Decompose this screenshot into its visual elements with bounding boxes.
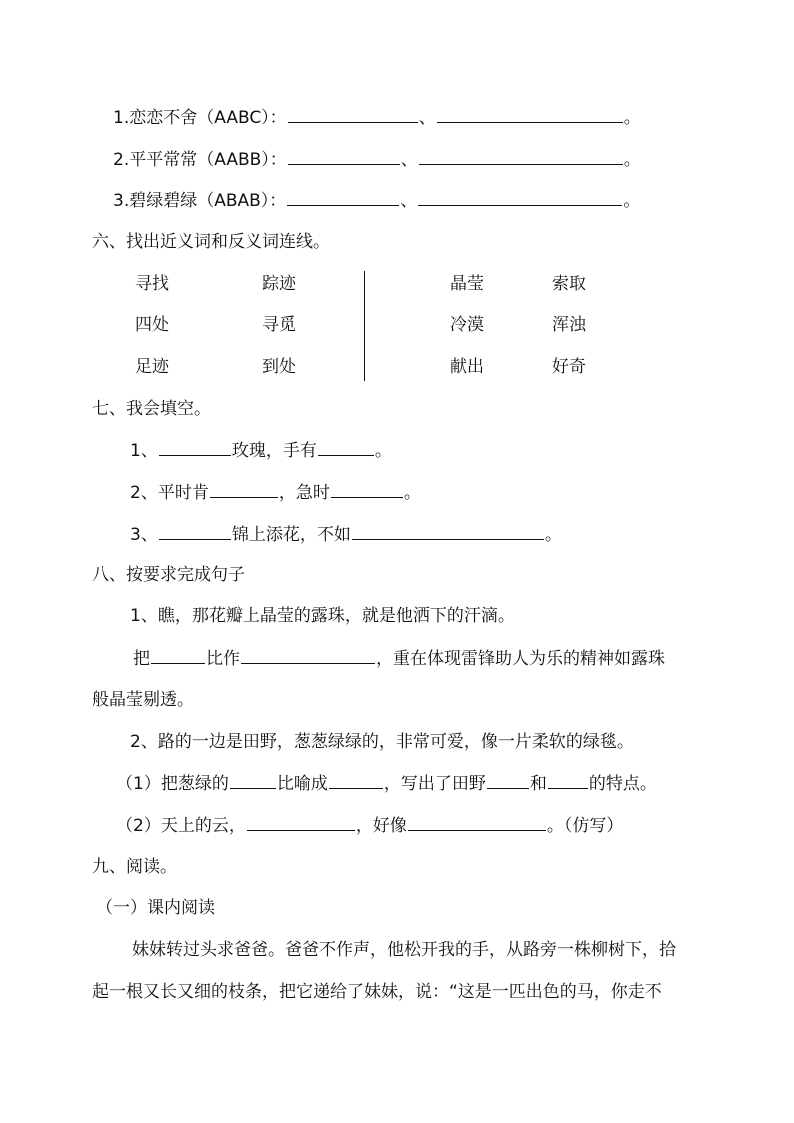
fill-item-1	[130, 437, 392, 463]
period: 。	[544, 525, 562, 545]
item-number: 2、平时肯	[130, 483, 209, 503]
separator: 、	[418, 108, 436, 128]
answer-blank[interactable]	[331, 479, 403, 498]
answer-blank[interactable]	[247, 812, 355, 831]
word: 浑浊	[552, 315, 586, 335]
reading-paragraph-line-1: 妹妹转过头求爸爸。爸爸不作声，他松开我的手，从路旁一株柳树下，拾	[132, 940, 676, 960]
answer-blank[interactable]	[151, 645, 205, 664]
word: 好奇	[552, 357, 586, 377]
item-text: （1）把葱绿的	[116, 774, 229, 794]
answer-blank[interactable]	[159, 521, 231, 540]
item-text: 把	[133, 649, 150, 669]
aabb-item	[113, 146, 641, 172]
aabc-item	[113, 104, 641, 130]
answer-blank[interactable]	[159, 437, 231, 456]
reading-paragraph-line-2: 起一根又长又细的枝条，把它递给了妹妹，说：“这是一匹出色的马，你走不	[92, 982, 662, 1002]
word: 到处	[262, 357, 296, 377]
answer-blank[interactable]	[287, 187, 399, 206]
item-text: 的特点。	[588, 774, 657, 794]
item-text: ，写出了田野	[383, 774, 486, 794]
period: 。	[403, 483, 421, 503]
answer-blank[interactable]	[329, 770, 383, 789]
sentence-1: 1、瞧，那花瓣上晶莹的露珠，就是他洒下的汗滴。	[130, 606, 515, 626]
period: 。	[623, 191, 641, 211]
answer-blank[interactable]	[408, 812, 546, 831]
sentence-2-sub2	[116, 812, 623, 838]
answer-blank[interactable]	[437, 104, 623, 123]
item-text: ，重在体现雷锋助人为乐的精神如露珠	[376, 649, 665, 669]
answer-blank[interactable]	[418, 187, 622, 206]
period: 。	[623, 150, 641, 170]
word: 晶莹	[450, 274, 484, 294]
word: 寻找	[135, 274, 169, 294]
sentence-2-sub1	[116, 770, 657, 796]
answer-blank[interactable]	[288, 104, 418, 123]
answer-blank[interactable]	[230, 770, 276, 789]
word: 踪迹	[262, 274, 296, 294]
abab-item	[113, 187, 640, 213]
item-text: 。（仿写）	[546, 816, 624, 836]
answer-blank[interactable]	[548, 770, 588, 789]
column-divider	[364, 271, 365, 381]
item-text: 比作	[206, 649, 240, 669]
answer-blank[interactable]	[288, 146, 400, 165]
item-number: 1、	[130, 441, 158, 461]
sentence-1-fill	[133, 645, 665, 671]
section7-heading: 七、我会填空。	[92, 399, 211, 419]
answer-blank[interactable]	[419, 146, 623, 165]
item-text: （2）天上的云，	[116, 816, 246, 836]
word: 足迹	[135, 357, 169, 377]
item-text: 比喻成	[276, 774, 328, 794]
answer-blank[interactable]	[352, 521, 544, 540]
answer-blank[interactable]	[487, 770, 529, 789]
item-text: 锦上添花，不如	[231, 525, 351, 545]
word: 四处	[135, 315, 169, 335]
item-label: 2.平平常常（AABB）：	[113, 150, 287, 170]
period: 。	[374, 441, 392, 461]
section6-heading: 六、找出近义词和反义词连线。	[92, 232, 330, 252]
word: 献出	[450, 357, 484, 377]
word: 冷漠	[450, 315, 484, 335]
item-text: 和	[529, 774, 547, 794]
period: 。	[623, 108, 641, 128]
word: 寻觅	[262, 315, 296, 335]
fill-item-3	[130, 521, 562, 547]
item-label: 1.恋恋不舍（AABC）：	[113, 108, 287, 128]
section8-heading: 八、按要求完成句子	[92, 565, 245, 585]
separator: 、	[400, 150, 418, 170]
item-text: 玫瑰，手有	[231, 441, 317, 461]
fill-item-2	[130, 479, 421, 505]
item-label: 3.碧绿碧绿（ABAB）：	[113, 191, 287, 211]
section9-heading: 九、阅读。	[92, 857, 177, 877]
sentence-2: 2、路的一边是田野，葱葱绿绿的，非常可爱，像一片柔软的绿毯。	[130, 732, 634, 752]
answer-blank[interactable]	[210, 479, 278, 498]
word: 索取	[552, 274, 586, 294]
reading-subheading: （一）课内阅读	[96, 898, 215, 918]
sentence-1-cont: 般晶莹剔透。	[92, 690, 194, 710]
item-text: ，急时	[278, 483, 330, 503]
item-text: ，好像	[355, 816, 407, 836]
separator: 、	[400, 191, 418, 211]
item-number: 3、	[130, 525, 158, 545]
answer-blank[interactable]	[318, 437, 374, 456]
answer-blank[interactable]	[241, 645, 375, 664]
